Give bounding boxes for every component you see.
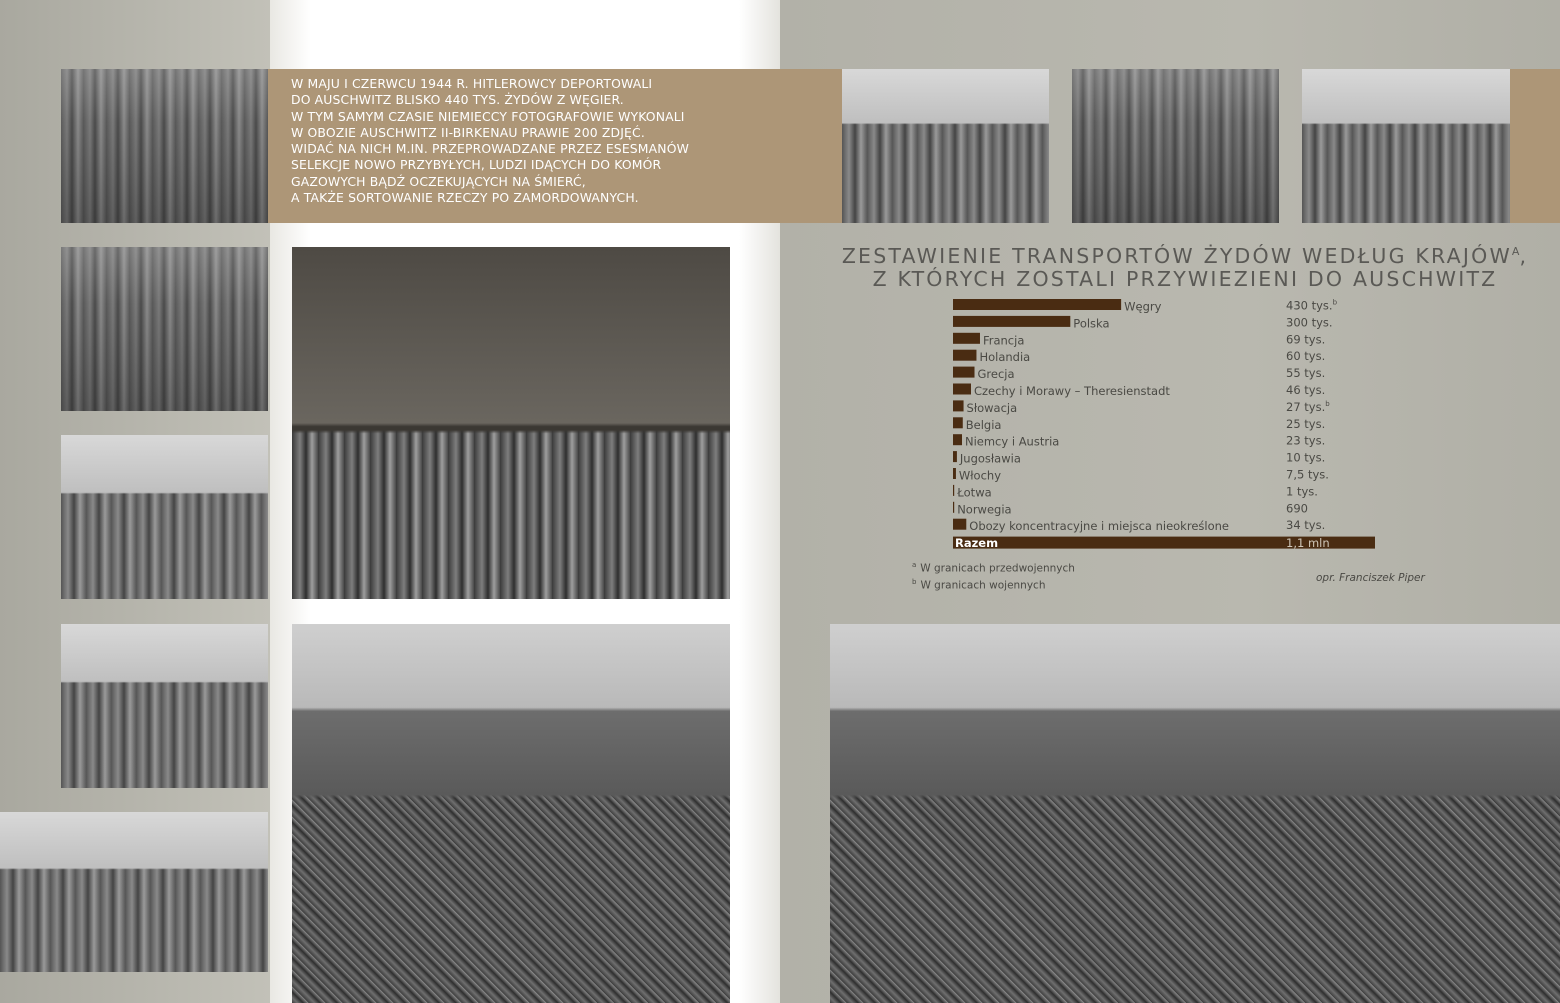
bar-label-4: Grecja bbox=[977, 367, 1015, 382]
photo-men-at-barracks bbox=[61, 435, 268, 599]
value-label-11: 1 tys. bbox=[1286, 484, 1318, 499]
photo-women-walking-camp bbox=[842, 69, 1049, 223]
photo-luggage bbox=[61, 69, 268, 223]
photo-prisoners-walking bbox=[0, 812, 268, 972]
bar-label-13: Obozy koncentracyjne i miejsca nieokreślone bbox=[969, 519, 1229, 534]
photo-women-children-train bbox=[292, 247, 730, 599]
total-label: Razem bbox=[955, 536, 999, 551]
author-credit: opr. Franciszek Piper bbox=[1316, 572, 1425, 584]
bar-4 bbox=[953, 367, 975, 378]
intro-text: W MAJU I CZERWCU 1944 R. HITLEROWCY DEPORTOWALI DO AUSCHWITZ BLISKO 440 TYS. ŻYDÓW Z WĘGIER. W TYM SAMYM CZASIE NIEMIECCY FOTOGRAFOWIE WYKONALI W OBOZIE AUSCHWITZ II-BIRKENAU PRAWIE 200 ZDJĘĆ. WIDAĆ NA NICH M.IN. PRZEPROWADZANE PRZEZ ESESMANÓW SELEKCJE NOWO PRZYBYŁYCH, LUDZI IDĄCYCH DO KOMÓR GAZOWYCH BĄDŹ OCZEKUJĄCYCH NA ŚMIERĆ, A TAKŻE SORTOWANIE RZECZY PO ZAMORDOWANYCH. bbox=[291, 76, 689, 206]
chart-title-line2: Z KTÓRYCH ZOSTALI PRZYWIEZIENI DO AUSCHWITZ bbox=[872, 266, 1498, 291]
bar-label-12: Norwegia bbox=[957, 502, 1012, 517]
bar-8 bbox=[953, 434, 962, 445]
bar-label-7: Belgia bbox=[965, 417, 1002, 432]
photo-women-children-forest bbox=[61, 247, 268, 411]
bar-label-10: Włochy bbox=[958, 468, 1002, 483]
total-value-label: 1,1 mln bbox=[1286, 536, 1330, 551]
value-mark-6: b bbox=[1325, 399, 1330, 408]
value-label-13: 34 tys. bbox=[1286, 518, 1326, 533]
chart-title-comma: , bbox=[1519, 243, 1529, 268]
value-label-9: 10 tys. bbox=[1286, 450, 1326, 465]
value-label-8: 23 tys. bbox=[1286, 433, 1326, 448]
bar-label-11: Łotwa bbox=[957, 485, 992, 500]
footnote-b-mark: b bbox=[912, 578, 917, 586]
bar-13 bbox=[953, 519, 966, 530]
footnote-a-mark: a bbox=[912, 561, 917, 569]
bar-11 bbox=[953, 485, 954, 496]
photo-sorting-belongings bbox=[1072, 69, 1279, 223]
bar-label-6: Słowacja bbox=[966, 400, 1018, 415]
bar-label-2: Francja bbox=[982, 333, 1025, 348]
photo-mothers-children bbox=[61, 624, 268, 788]
bar-6 bbox=[953, 400, 964, 411]
intro-band-right bbox=[1510, 69, 1560, 223]
footnote-a bbox=[912, 561, 1075, 575]
photo-selection-ramp bbox=[830, 624, 1560, 1003]
value-label-7: 25 tys. bbox=[1286, 416, 1326, 431]
value-label-12: 690 bbox=[1286, 501, 1308, 516]
bar-3 bbox=[953, 350, 976, 361]
chart-title bbox=[840, 240, 1530, 291]
value-label-10: 7,5 tys. bbox=[1286, 467, 1329, 482]
value-label-4: 55 tys. bbox=[1286, 366, 1326, 381]
photo-crowd-ramp bbox=[292, 624, 730, 1003]
bar-label-3: Holandia bbox=[979, 350, 1031, 365]
bar-label-0: Węgry bbox=[1124, 299, 1162, 314]
bar-label-8: Niemcy i Austria bbox=[964, 434, 1060, 449]
bar-1 bbox=[953, 316, 1070, 327]
value-label-6: 27 tys.$^b$ bbox=[1286, 399, 1330, 414]
value-label-1: 300 tys. bbox=[1286, 315, 1333, 330]
photo-rail-tracks-belongings bbox=[1302, 69, 1510, 223]
footnote-b-text: W granicach wojennych bbox=[920, 579, 1046, 592]
value-mark-0: b bbox=[1332, 298, 1338, 307]
bar-9 bbox=[953, 451, 957, 462]
bar-label-9: Jugosławia bbox=[959, 451, 1021, 466]
bar-label-1: Polska bbox=[1073, 316, 1110, 331]
bar-2 bbox=[953, 333, 980, 344]
chart-title-footnote-mark: A bbox=[1511, 245, 1520, 258]
footnote-b bbox=[912, 578, 1045, 592]
value-label-0: 430 tys.$^b$ bbox=[1286, 298, 1338, 313]
value-label-2: 69 tys. bbox=[1286, 332, 1326, 347]
footnote-a-text: W granicach przedwojennych bbox=[920, 562, 1075, 575]
bar-10 bbox=[953, 468, 956, 479]
bar-5 bbox=[953, 384, 971, 395]
transport-bar-chart bbox=[940, 295, 1390, 551]
bar-7 bbox=[953, 417, 963, 428]
bar-12 bbox=[953, 502, 954, 513]
bar-label-5: Czechy i Morawy – Theresienstadt bbox=[973, 384, 1170, 398]
chart-title-line1: ZESTAWIENIE TRANSPORTÓW ŻYDÓW WEDŁUG KRAJÓW bbox=[841, 243, 1512, 268]
bar-0 bbox=[953, 299, 1121, 310]
value-label-5: 46 tys. bbox=[1286, 383, 1326, 397]
value-label-3: 60 tys. bbox=[1286, 349, 1326, 364]
